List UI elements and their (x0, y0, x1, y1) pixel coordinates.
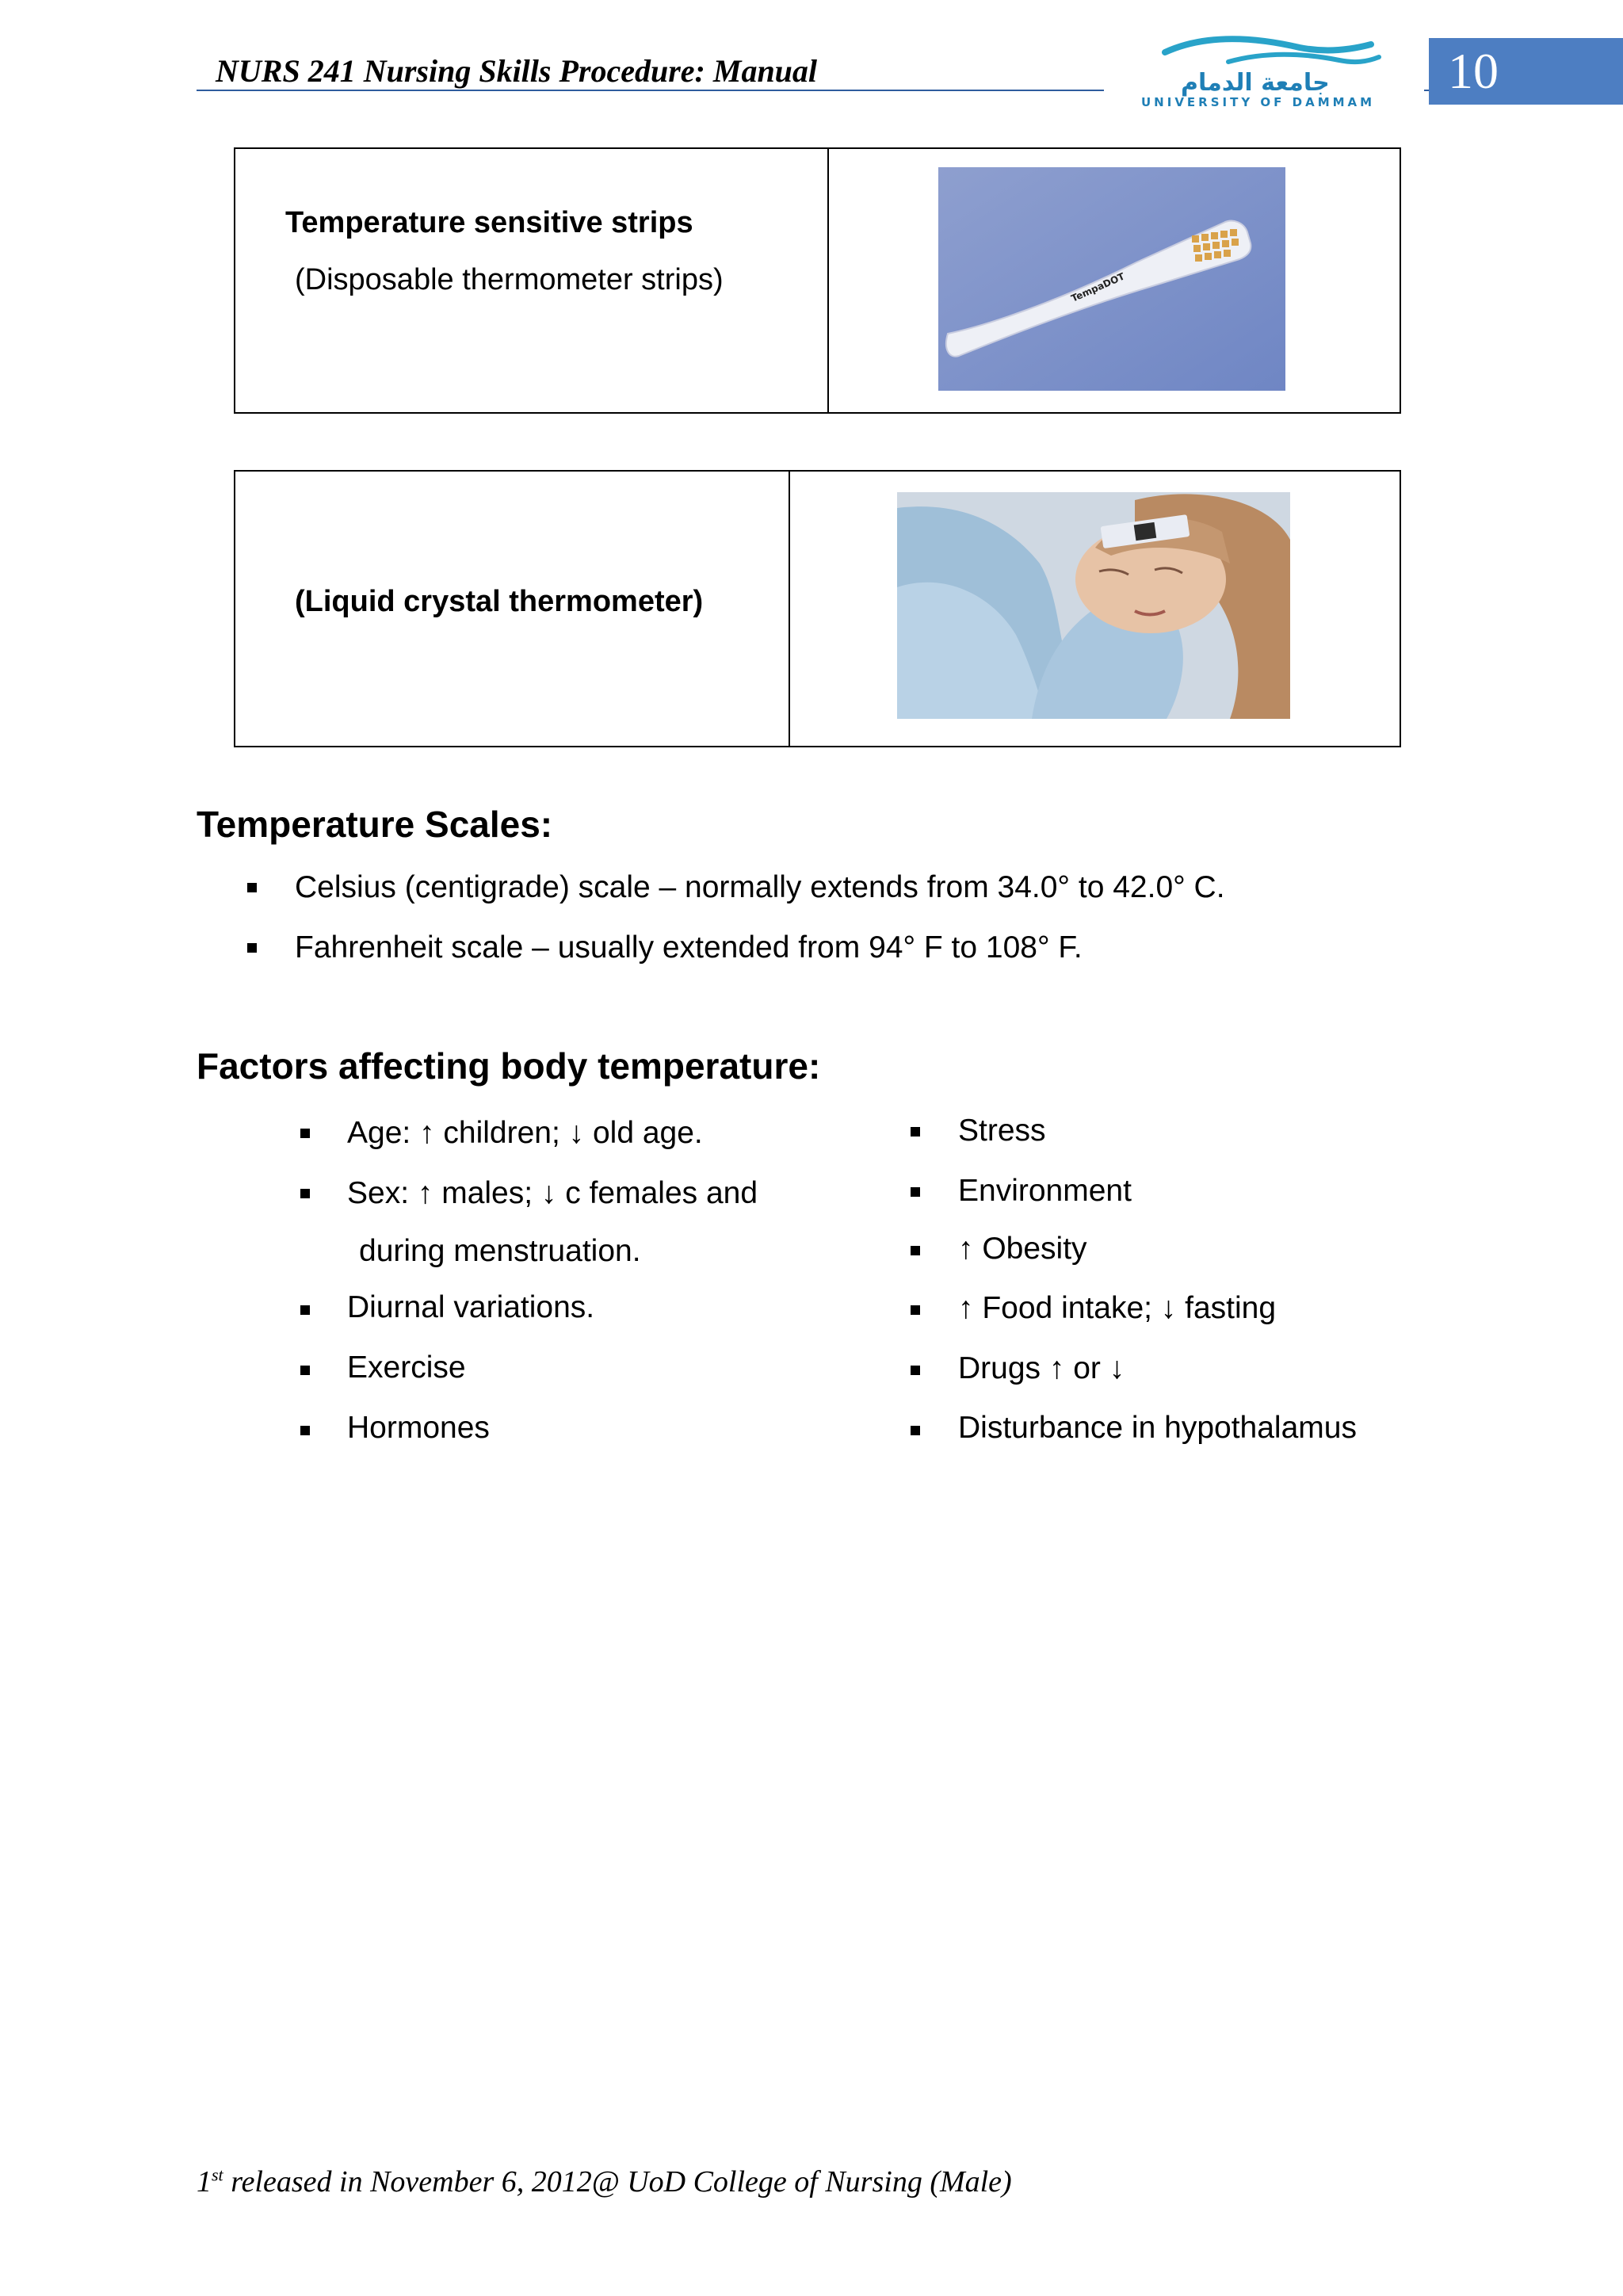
scale-item-fahrenheit: Fahrenheit scale – usually extended from 94° F to 108° F. (295, 930, 1083, 965)
footer-ordinal-suffix: st (212, 2164, 223, 2185)
footer-ordinal: 1 (197, 2165, 212, 2199)
footer-release-note (197, 2164, 1012, 2199)
factors-heading: Factors affecting body temperature: (197, 1045, 821, 1087)
page-number: 10 (1448, 43, 1499, 99)
table-divider (827, 149, 829, 412)
factor-stress: Stress (958, 1114, 1046, 1148)
bullet (300, 1129, 310, 1138)
factor-food-intake: ↑ Food intake; ↓ fasting (958, 1291, 1277, 1325)
factor-obesity: ↑ Obesity (958, 1232, 1087, 1266)
bullet (911, 1246, 920, 1255)
scale-item-celsius: Celsius (centigrade) scale – normally extends from 34.0° to 42.0° C. (295, 870, 1225, 904)
strips-sublabel: (Disposable thermometer strips) (295, 263, 724, 296)
factor-age: Age: ↑ children; ↓ old age. (347, 1116, 703, 1150)
factor-diurnal: Diurnal variations. (347, 1290, 595, 1324)
strips-label: Temperature sensitive strips (285, 206, 693, 239)
bullet (300, 1426, 310, 1435)
svg-text:TempaDOT: TempaDOT (1069, 270, 1127, 304)
factor-hormones: Hormones (347, 1411, 490, 1445)
factor-exercise: Exercise (347, 1350, 466, 1385)
bullet (911, 1127, 920, 1137)
liquid-crystal-label: (Liquid crystal thermometer) (295, 585, 704, 618)
bullet (911, 1426, 920, 1435)
header-title: NURS 241 Nursing Skills Procedure: Manual (216, 53, 818, 89)
factor-hypothalamus: Disturbance in hypothalamus (958, 1411, 1357, 1445)
logo-latin-text: UNIVERSITY OF DAMMAM (1141, 95, 1376, 109)
temperature-scales-heading: Temperature Scales: (197, 804, 553, 845)
bullet (911, 1305, 920, 1315)
bullet (911, 1187, 920, 1197)
university-logo (1133, 30, 1395, 109)
factor-drugs: Drugs ↑ or ↓ (958, 1351, 1125, 1385)
bullet (247, 883, 257, 892)
factor-sex: Sex: ↑ males; ↓ c females and (347, 1176, 758, 1210)
bullet (247, 943, 257, 953)
bullet (911, 1366, 920, 1375)
forehead-thermometer-photo (897, 492, 1290, 719)
bullet (300, 1305, 310, 1315)
bullet (300, 1189, 310, 1198)
logo-arabic-text: جامعة الدمام (1181, 69, 1330, 97)
factor-environment: Environment (958, 1174, 1132, 1208)
bullet (300, 1366, 310, 1375)
factor-sex-continuation: during menstruation. (359, 1234, 641, 1268)
table-divider (789, 472, 790, 746)
header-rule (197, 90, 1104, 91)
temperature-strip-photo (938, 167, 1285, 391)
footer-text: released in November 6, 2012@ UoD College of Nursing (Male) (223, 2165, 1012, 2199)
